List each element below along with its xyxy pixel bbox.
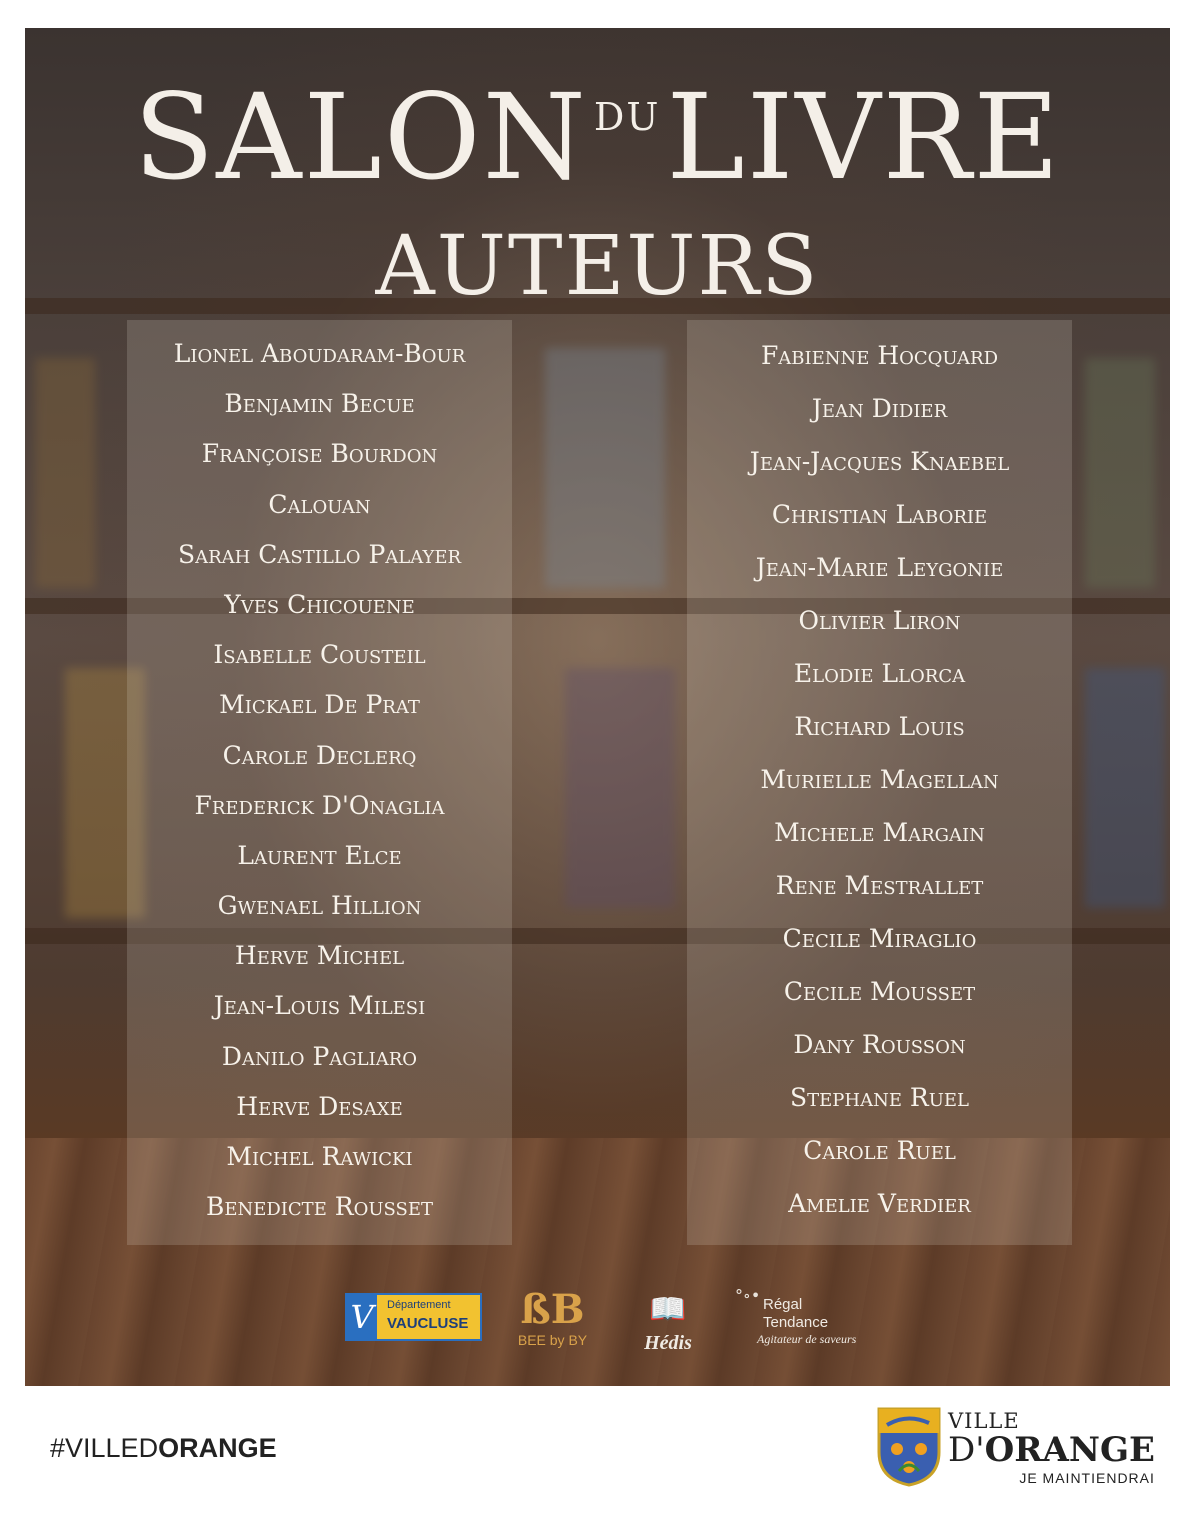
auteurs-subtitle: AUTEURS (375, 219, 820, 314)
regal-tendance-logo (735, 1280, 875, 1360)
title-livre: LIVRE (666, 68, 1062, 206)
author-name: Christian Laborie (771, 500, 988, 529)
author-name: Gwenael Hillion (217, 891, 422, 921)
vaucluse-departement-text: Département (387, 1299, 451, 1311)
author-name: Amelie Verdier (788, 1189, 971, 1218)
author-name: Murielle Magellan (760, 765, 999, 794)
author-name: Carole Declerq (222, 740, 417, 770)
author-name: Cecile Mousset (783, 977, 976, 1006)
author-name: Danilo Pagliaro (221, 1041, 418, 1071)
authors-panel-right (687, 320, 1072, 1245)
vaucluse-name-text: VAUCLUSE (387, 1315, 469, 1332)
title-salon: SALON (133, 68, 588, 206)
author-name: Herve Michel (234, 941, 405, 971)
author-name: Jean-Louis Milesi (213, 991, 426, 1021)
author-name: Isabelle Cousteil (213, 640, 426, 670)
author-name: Jean-Marie Leygonie (755, 553, 1004, 582)
poster-background (25, 28, 1170, 1386)
author-name: Calouan (268, 489, 371, 519)
bubbles-icon: °∘• (735, 1286, 761, 1305)
hashtag-bold: ORANGE (158, 1433, 277, 1463)
author-name: Stephane Ruel (789, 1083, 969, 1112)
author-name: Lionel Aboudaram-Bour (173, 339, 466, 368)
tendance-text: Tendance (763, 1314, 829, 1331)
beeby-text: BEE by BY (517, 1332, 588, 1348)
blurred-book (545, 348, 665, 588)
ville-orange-logo (948, 1410, 1155, 1486)
author-name: Richard Louis (794, 712, 965, 741)
beeby-bb-icon: ßB (520, 1286, 585, 1333)
author-name: Elodie Llorca (793, 659, 966, 688)
hedis-text: Hédis (644, 1332, 692, 1354)
beeby-logo (515, 1288, 590, 1358)
salon-du-livre-title (25, 68, 1170, 206)
author-name: Rene Mestrallet (775, 871, 984, 900)
orange-text (948, 1432, 1155, 1468)
motto-text: JE MAINTIENDRAI (1019, 1470, 1155, 1486)
authors-list-left (127, 320, 512, 1232)
open-book-icon: 📖 (649, 1292, 687, 1327)
author-name: Michele Margain (774, 818, 985, 847)
orange-bold: ORANGE (984, 1430, 1155, 1470)
vaucluse-v-icon: V (347, 1295, 377, 1339)
hashtag-prefix: #VILLED (50, 1433, 159, 1463)
author-name: Jean Didier (811, 394, 948, 423)
hashtag (50, 1433, 277, 1464)
blurred-book (35, 358, 95, 588)
regal-text: Régal (763, 1296, 803, 1313)
authors-list-right (687, 320, 1072, 1230)
ville-text: VILLE (948, 1409, 1020, 1433)
author-name: Herve Desaxe (236, 1091, 403, 1121)
author-name: Michel Rawicki (226, 1142, 413, 1171)
author-name: Laurent Elce (237, 840, 402, 870)
author-name: Sarah Castillo Palayer (177, 539, 462, 569)
author-name: Carole Ruel (803, 1136, 956, 1165)
author-name: Yves Chicouene (224, 589, 415, 619)
blurred-book (1085, 358, 1155, 588)
author-name: Jean-Jacques Knaebel (749, 447, 1010, 476)
author-name: Frederick D'Onaglia (194, 790, 445, 820)
author-name: Dany Rousson (793, 1030, 966, 1059)
orange-coat-of-arms-icon (877, 1407, 941, 1487)
blurred-book (1085, 668, 1165, 908)
blurred-book (565, 668, 675, 908)
author-name: Françoise Bourdon (201, 439, 438, 469)
author-name: Mickael De Prat (219, 690, 420, 720)
author-name: Benedicte Rousset (205, 1192, 434, 1222)
author-name: Cecile Miraglio (782, 924, 977, 953)
title-du: DU (593, 95, 661, 139)
vaucluse-logo (345, 1293, 482, 1341)
authors-panel-left (127, 320, 512, 1245)
author-name: Olivier Liron (798, 606, 961, 635)
hedis-logo (623, 1288, 713, 1358)
author-name: Benjamin Becue (224, 389, 415, 419)
regal-tagline: Agitateur de saveurs (757, 1332, 857, 1346)
author-name: Fabienne Hocquard (760, 341, 999, 370)
d-apostrophe: D' (948, 1430, 985, 1470)
